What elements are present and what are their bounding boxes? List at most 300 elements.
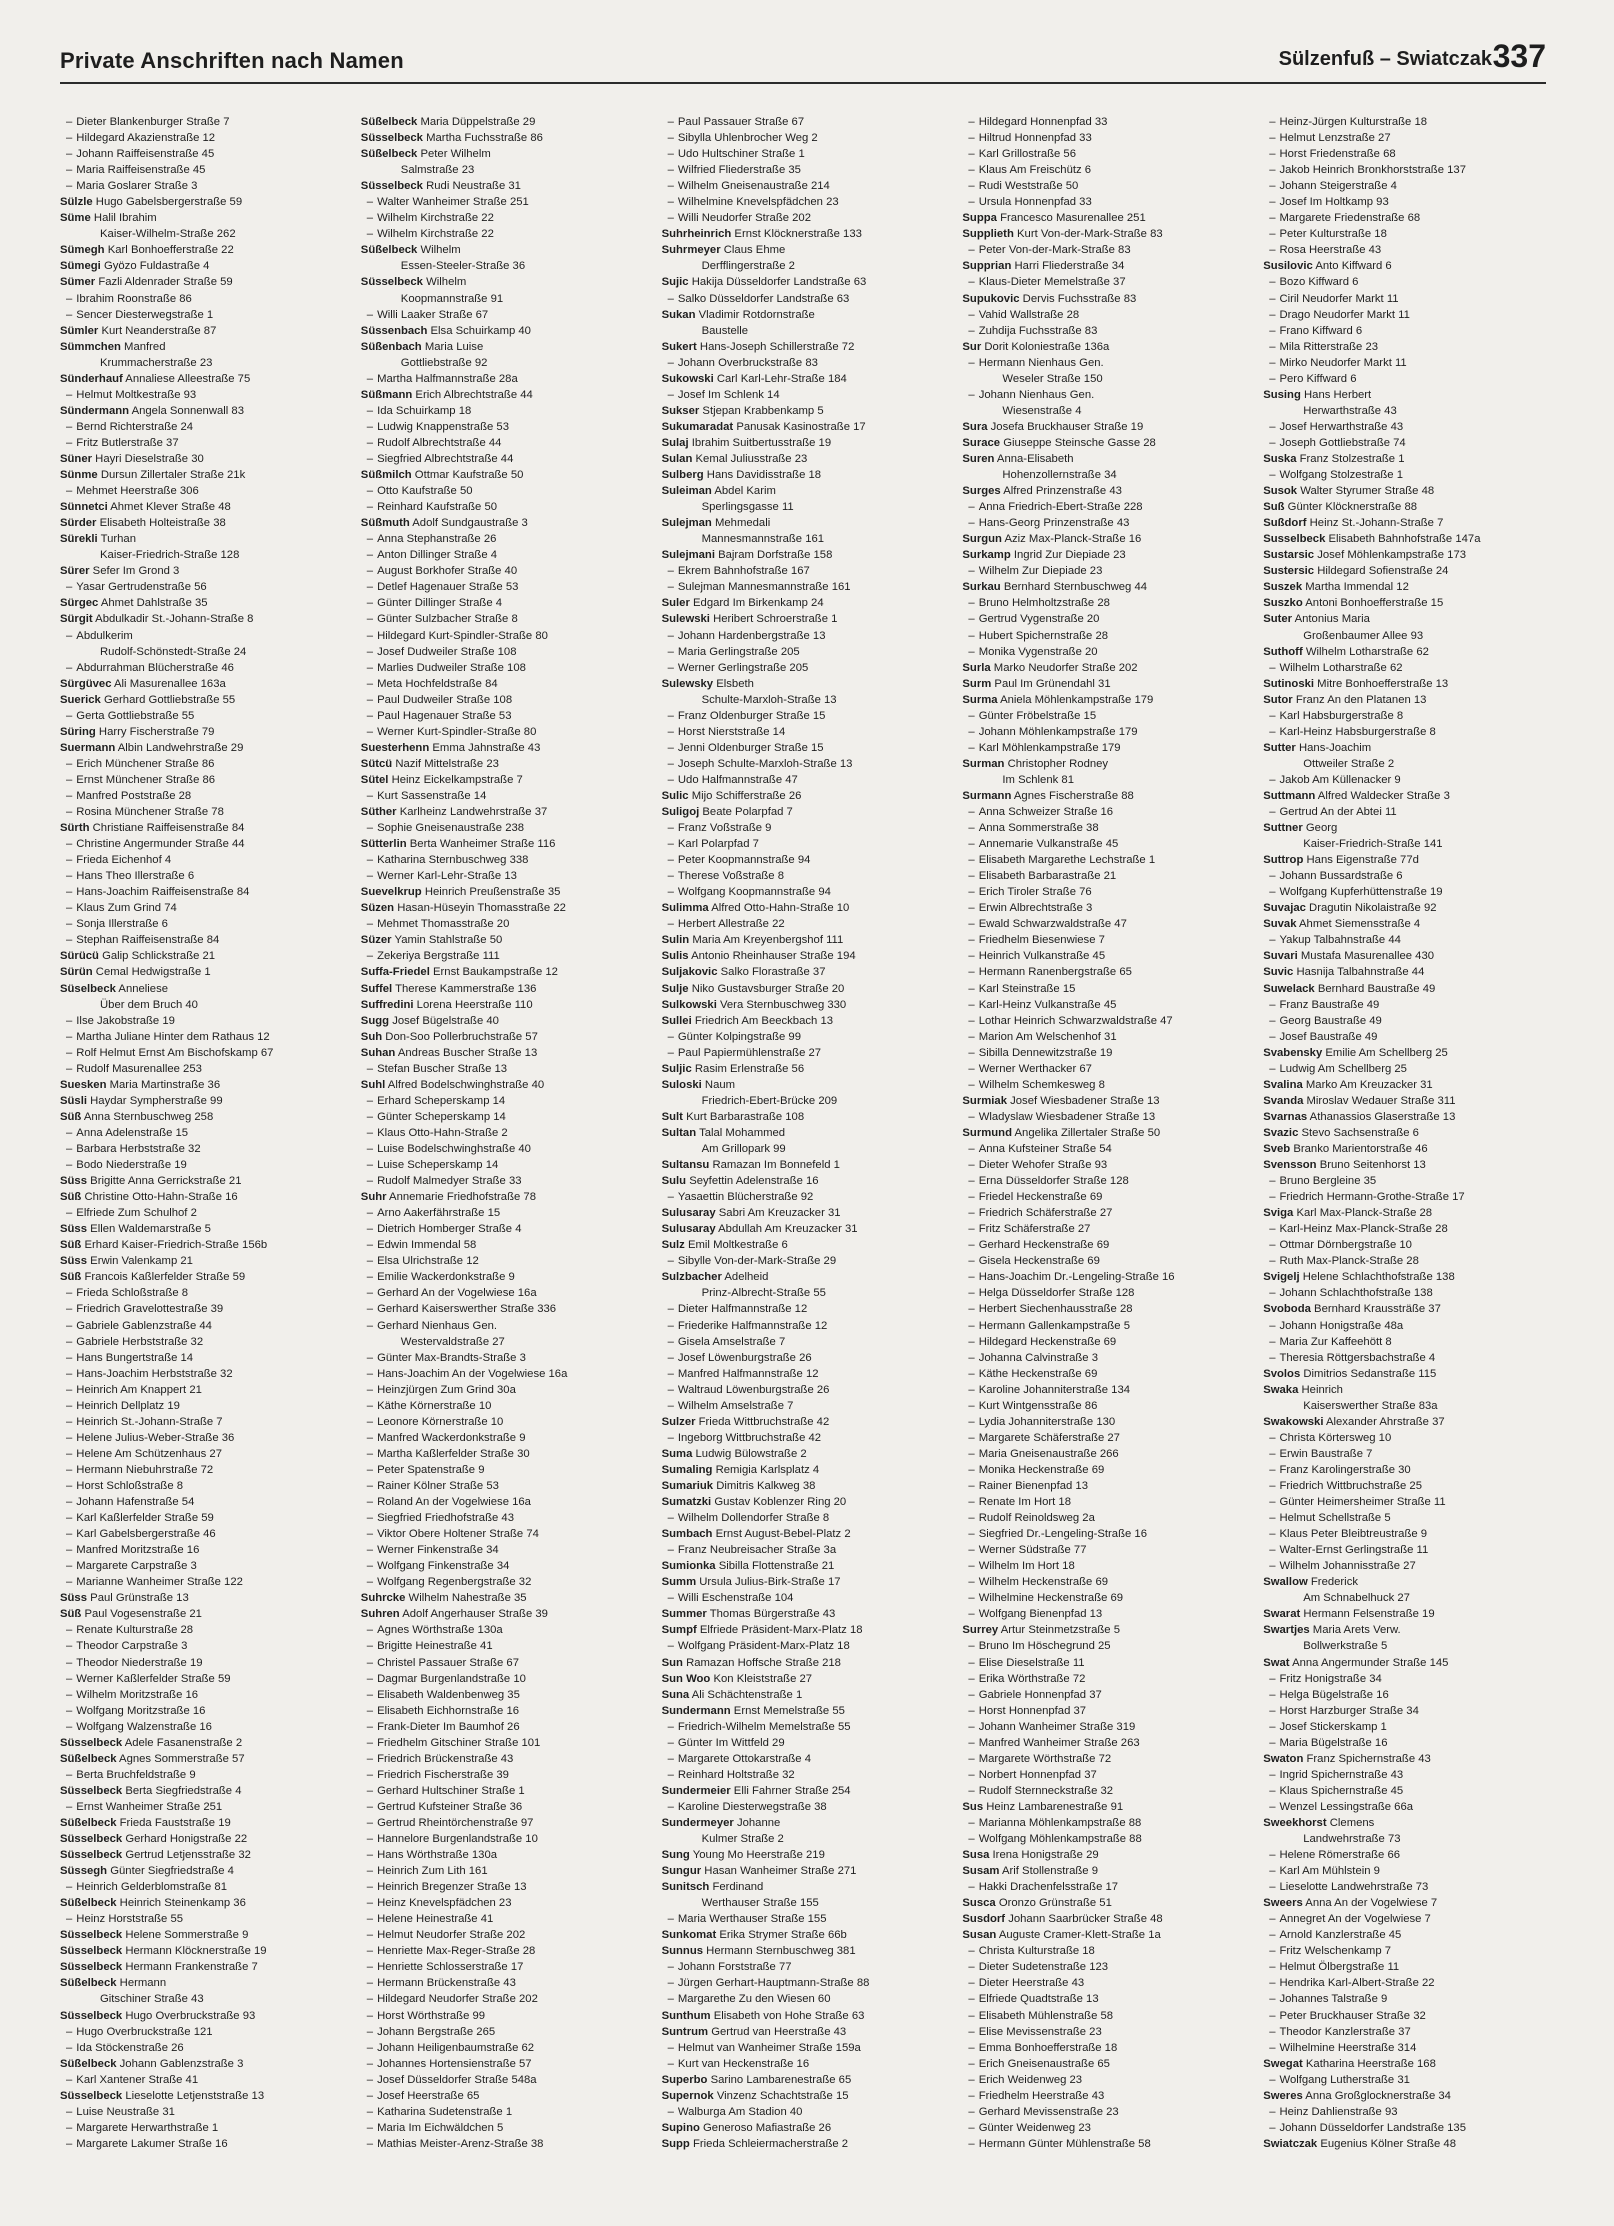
entry-details: Johann Hafenstraße 54 [76,1496,195,1509]
entry-details: Marko Am Kreuzacker 31 [1305,1078,1433,1091]
same-surname-dash: – [1269,196,1276,209]
entry-surname: Susselbeck [1263,533,1326,546]
directory-entry [361,948,644,964]
entry-details: Harry Fischerstraße 79 [98,725,215,738]
same-surname-dash: – [968,1768,975,1781]
directory-entry [60,1494,343,1510]
entry-details: Margarete Friedenstraße 68 [1279,212,1421,225]
entry-details: Maria Am Kreyenbergshof 111 [692,934,844,947]
directory-entry [1263,1719,1546,1735]
directory-entry [962,740,1245,756]
same-surname-dash: – [1269,1014,1276,1027]
same-surname-dash: – [366,1175,374,1188]
entry-surname: Sustersic [1263,565,1315,578]
entry-details: Wenzel Lessingstraße 66a [1279,1800,1414,1813]
entry-details: Helmut Ölbergstraße 11 [1279,1961,1400,1974]
directory-entry [60,611,343,627]
directory-entry [662,1173,945,1189]
entry-details: Karl Xantener Straße 41 [76,2073,199,2086]
entry-details: Adelheid [724,1271,769,1284]
directory-entry [962,916,1245,932]
entry-surname: Swartjes [1263,1624,1310,1637]
entry-details: Helene Schlachthofstraße 138 [1302,1271,1455,1284]
entry-details: Clemens [1329,1816,1375,1829]
directory-entry [60,884,343,900]
directory-entry [361,1269,644,1285]
entry-details: Paul Dudweiler Straße 108 [377,693,513,706]
entry-surname: Süzen [360,902,395,915]
directory-entry [962,1526,1245,1542]
entry-details: Dragutin Nikolaistraße 92 [1309,902,1437,915]
entry-details: Sophie Gneisenaustraße 238 [377,822,525,835]
same-surname-dash: – [667,1191,674,1204]
directory-entry [962,291,1245,307]
directory-entry [962,403,1245,419]
directory-entry [361,628,644,644]
entry-details: Anna Stephanstraße 26 [377,533,497,546]
same-surname-dash: – [667,164,674,177]
same-surname-dash: – [366,549,374,562]
directory-entry [962,1253,1245,1269]
same-surname-dash: – [66,1159,73,1172]
entry-details: Erich Weidenweg 23 [978,2073,1083,2086]
entry-details: Rudi Weststraße 50 [978,180,1079,193]
directory-entry [1263,1767,1546,1783]
same-surname-dash: – [667,292,674,305]
directory-entry [361,1606,644,1622]
same-surname-dash: – [968,1431,975,1444]
entry-surname: Sungur [661,1865,702,1878]
same-surname-dash: – [667,212,674,225]
directory-entry [662,836,945,852]
entry-details: Manfred Moritzstraße 16 [76,1544,200,1557]
same-surname-dash: – [968,886,975,899]
directory-entry [60,1719,343,1735]
entry-details: Emma Jahnstraße 43 [432,741,541,754]
directory-entry [60,1125,343,1141]
directory-entry [662,804,945,820]
entry-surname: Sult [661,1110,683,1123]
same-surname-dash: – [1269,1544,1276,1557]
entry-details: Anna Friedrich-Ebert-Straße 228 [978,501,1143,514]
entry-surname: Summer [661,1608,707,1621]
same-surname-dash: – [66,420,73,433]
entry-details: Luise Neustraße 31 [76,2105,175,2118]
directory-entry [1263,1558,1546,1574]
same-surname-dash: – [968,1062,975,1075]
entry-details: Yasaettin Blücherstraße 92 [677,1191,814,1204]
directory-entry [60,1398,343,1414]
directory-entry [1263,2040,1546,2056]
directory-entry [662,1414,945,1430]
same-surname-dash: – [968,1399,975,1412]
entry-surname: Suffredini [360,998,414,1011]
entry-details: Generoso Mafiastraße 26 [703,2121,832,2134]
entry-surname: Süsselbeck [60,1945,123,1958]
directory-entry [662,884,945,900]
same-surname-dash: – [1269,1255,1276,1268]
entry-details: Christa Körtersweg 10 [1279,1431,1392,1444]
entry-details: Dorit Koloniestraße 136a [984,340,1110,353]
same-surname-dash: – [667,1913,674,1926]
directory-entry [60,1061,343,1077]
same-surname-dash: – [968,1833,975,1846]
entry-surname: Sülzle [60,196,93,209]
entry-surname: Sütcü [360,757,393,770]
entry-details: Hubert Spichernstraße 28 [978,629,1109,642]
directory-entry [361,692,644,708]
entry-surname: Süsselbeck [60,2009,123,2022]
same-surname-dash: – [667,1736,674,1749]
directory-entry [361,146,644,162]
same-surname-dash: – [66,388,73,401]
entry-details: Christiane Raiffeisenstraße 84 [92,822,245,835]
directory-entry [1263,708,1546,724]
entry-details: Franz Voßstraße 9 [677,822,772,835]
same-surname-dash: – [366,1656,374,1669]
directory-entry [60,274,343,290]
directory-entry [962,1205,1245,1221]
same-surname-dash: – [366,533,374,546]
same-surname-dash: – [1269,1768,1276,1781]
same-surname-dash: – [1269,1175,1276,1188]
entry-surname: Sura [962,420,988,433]
directory-entry [662,1446,945,1462]
directory-entry [1263,1398,1546,1414]
entry-details: Gyözo Fuldastraße 4 [103,260,210,273]
directory-entry [361,1398,644,1414]
entry-details: Margarethe Zu den Wiesen 60 [677,1993,831,2006]
entry-surname: Suler [661,597,690,610]
directory-entry [60,435,343,451]
same-surname-dash: – [1269,709,1276,722]
directory-entry [1263,371,1546,387]
directory-entry [361,1462,644,1478]
directory-entry [60,1109,343,1125]
directory-entry [1263,1141,1546,1157]
entry-surname: Suevelkrup [360,886,422,899]
directory-entry [1263,916,1546,932]
entry-details: Günter Sulzbacher Straße 8 [377,613,518,626]
directory-entry [361,547,644,563]
same-surname-dash: – [66,629,73,642]
entry-details: Josef Dudweiler Straße 108 [377,645,517,658]
entry-details: Jürgen Gerhart-Hauptmann-Straße 88 [677,1977,870,1990]
entry-surname: Sun Woo [661,1672,711,1685]
directory-entry [962,1414,1245,1430]
directory-entry [662,403,945,419]
directory-entry [1263,483,1546,499]
entry-surname: Svigelj [1263,1271,1300,1284]
same-surname-dash: – [968,1415,975,1428]
entry-details: Annegret An der Vogelwiese 7 [1279,1913,1431,1926]
same-surname-dash: – [366,228,374,241]
entry-details: Wolfgang Moritzstraße 16 [76,1704,206,1717]
directory-entry [60,1430,343,1446]
entry-surname: Sundermeyer [661,1816,734,1829]
entry-details: Josef Möhlenkampstraße 173 [1317,549,1467,562]
same-surname-dash: – [366,677,374,690]
directory-entry [60,1735,343,1751]
same-surname-dash: – [667,1255,674,1268]
entry-details: Hermann Nienhaus Gen. [978,356,1104,369]
entry-details: Sefer Im Grond 3 [92,565,180,578]
entry-details: Arnold Kanzlerstraße 45 [1279,1929,1402,1942]
entry-details: Dietrich Homberger Straße 4 [377,1223,522,1236]
directory-entry [1263,1943,1546,1959]
directory-entry [361,1205,644,1221]
entry-surname: Süner [60,452,93,465]
entry-details: Martha Kaßlerfelder Straße 30 [377,1447,530,1460]
entry-surname: Suß [1263,501,1285,514]
entry-details: Ingeborg Wittbruchstraße 42 [677,1431,822,1444]
same-surname-dash: – [66,789,73,802]
entry-details: Leonore Körnerstraße 10 [377,1415,504,1428]
directory-entry [1263,515,1546,531]
entry-details: Ramazan Im Bonnefeld 1 [712,1159,840,1172]
directory-entry [60,660,343,676]
same-surname-dash: – [66,934,73,947]
entry-surname: Swegat [1263,2057,1303,2070]
entry-surname: Sulic [661,789,689,802]
entry-details: Frieda Schleiermacherstraße 2 [692,2137,849,2150]
same-surname-dash: – [366,1865,374,1878]
same-surname-dash: – [667,1319,674,1332]
entry-surname: Süßenbach [360,340,422,353]
same-surname-dash: – [366,854,374,867]
directory-entry [1263,1510,1546,1526]
same-surname-dash: – [366,1688,374,1701]
entry-details: Erika Wörthstraße 72 [978,1672,1086,1685]
entry-details: Hans Theo Illerstraße 6 [76,870,195,883]
entry-details: Vladimir Rotdornstraße [698,308,815,321]
entry-details: Heinz Dahlienstraße 93 [1279,2105,1398,2118]
directory-entry [962,210,1245,226]
same-surname-dash: – [667,1512,674,1525]
entry-details: Bernhard Sternbuschweg 44 [1003,581,1148,594]
entry-details: Agnes Wörthstraße 130a [377,1624,503,1637]
entry-details: Wilhelm Zur Diepiade 23 [978,565,1103,578]
directory-entry [361,2024,644,2040]
entry-details: Karl Polarpfad 7 [677,838,759,851]
directory-entry [1263,178,1546,194]
directory-entry [662,1622,945,1638]
directory-entry [60,1638,343,1654]
same-surname-dash: – [66,581,73,594]
entry-address-continuation: Krummacherstraße 23 [100,356,213,369]
same-surname-dash: – [968,1752,975,1765]
directory-entry [60,371,343,387]
directory-entry [60,1334,343,1350]
directory-entry [962,1494,1245,1510]
directory-entry [361,2104,644,2120]
same-surname-dash: – [66,1447,73,1460]
entry-details: Karoline Johanniterstraße 134 [978,1383,1131,1396]
entry-details: Karoline Diesterwegstraße 38 [677,1800,827,1813]
entry-details: Stevo Sachsenstraße 6 [1301,1126,1419,1139]
entry-details: Franz Karolingerstraße 30 [1279,1463,1411,1476]
entry-details: Karlheinz Landwehrstraße 37 [399,806,548,819]
entry-details: Wolfgang Präsident-Marx-Platz 18 [677,1640,850,1653]
entry-details: Antonio Rheinhauser Straße 194 [691,950,856,963]
directory-entry [60,499,343,515]
same-surname-dash: – [968,934,975,947]
same-surname-dash: – [366,1383,374,1396]
directory-entry [60,1478,343,1494]
same-surname-dash: – [968,1110,975,1123]
entry-details: Anneliese [118,982,169,995]
directory-entry [60,692,343,708]
entry-surname: Svalina [1263,1078,1303,1091]
entry-details: Annaliese Alleestraße 75 [125,372,251,385]
entry-details: Bozo Kiffward 6 [1279,276,1359,289]
directory-entry [962,1622,1245,1638]
entry-details: Günter Kolpingstraße 99 [677,1030,801,1043]
directory-entry [1263,1013,1546,1029]
directory-entry [1263,1606,1546,1622]
entry-details: Wilhelm Heckenstraße 69 [978,1576,1109,1589]
directory-entry [1263,1350,1546,1366]
directory-entry [361,2056,644,2072]
entry-details: Ali Masurenallee 163a [114,677,226,690]
directory-entry [662,1590,945,1606]
same-surname-dash: – [667,1351,674,1364]
same-surname-dash: – [366,485,374,498]
entry-surname: Suren [962,452,995,465]
directory-entry [662,194,945,210]
directory-entry [361,1446,644,1462]
same-surname-dash: – [366,2105,374,2118]
entry-details: Paul Grünstraße 13 [90,1592,189,1605]
directory-entry [962,1061,1245,1077]
entry-details: Ekrem Bahnhofstraße 167 [677,565,810,578]
entry-details: Karl-Heinz Max-Planck-Straße 28 [1279,1223,1448,1236]
same-surname-dash: – [66,1704,73,1717]
same-surname-dash: – [1269,1463,1276,1476]
same-surname-dash: – [66,1720,73,1733]
entry-surname: Sultansu [661,1159,710,1172]
entry-details: Hans Eigenstraße 77d [1306,854,1419,867]
directory-entry [1263,1173,1546,1189]
same-surname-dash: – [1269,1945,1276,1958]
directory-entry [1263,1799,1546,1815]
same-surname-dash: – [1269,292,1276,305]
entry-surname: Sürgit [60,613,93,626]
entry-details: Elisabeth Barbarastraße 21 [978,870,1117,883]
directory-entry [962,531,1245,547]
directory-entry [1263,1157,1546,1173]
directory-entry [662,1141,945,1157]
entry-details: Gerta Gottliebstraße 55 [76,709,195,722]
directory-entry [1263,1462,1546,1478]
directory-entry [962,1590,1245,1606]
directory-entry [962,387,1245,403]
same-surname-dash: – [1269,2041,1276,2054]
entry-address-continuation: Baustelle [701,324,749,337]
same-surname-dash: – [667,356,674,369]
entry-details: Peter Koopmannstraße 94 [677,854,811,867]
same-surname-dash: – [968,164,975,177]
directory-entry [662,226,945,242]
entry-details: Ida Schuirkamp 18 [377,404,472,417]
entry-details: Ali Schächtenstraße 1 [691,1688,803,1701]
directory-entry [60,1927,343,1943]
entry-details: Hendrika Karl-Albert-Straße 22 [1279,1977,1435,1990]
same-surname-dash: – [66,1351,73,1364]
same-surname-dash: – [366,1463,374,1476]
entry-details: Dieter Blankenburger Straße 7 [76,116,230,128]
same-surname-dash: – [1269,661,1276,674]
directory-entry [962,1943,1245,1959]
directory-entry [662,579,945,595]
directory-entry [662,130,945,146]
entry-details: Wilhelm Im Hort 18 [978,1560,1075,1573]
entry-surname: Sulusaray [661,1223,716,1236]
same-surname-dash: – [1269,1447,1276,1460]
directory-entry [361,1061,644,1077]
entry-details: Hugo Overbruckstraße 121 [76,2025,213,2038]
directory-entry [962,628,1245,644]
entry-details: Aniela Möhlenkampstraße 179 [1000,693,1154,706]
entry-surname: Süsselbeck [60,1929,123,1942]
entry-details: Johann Raiffeisenstraße 45 [76,148,215,161]
directory-entry [60,1269,343,1285]
entry-address-continuation: Herwarthstraße 43 [1303,404,1397,417]
entry-details: Erna Düsseldorfer Straße 128 [978,1175,1129,1188]
directory-entry [962,1093,1245,1109]
directory-entry [1263,1221,1546,1237]
entry-surname: Sukowski [661,372,714,385]
entry-details: Erhard Scheperskamp 14 [377,1094,506,1107]
same-surname-dash: – [366,2137,374,2150]
entry-details: Christine Otto-Hahn-Straße 16 [84,1191,238,1204]
entry-details: Hans-Joseph Schillerstraße 72 [699,340,855,353]
same-surname-dash: – [66,1207,73,1220]
directory-entry [60,1013,343,1029]
entry-details: Alfred Bodelschwinghstraße 40 [387,1078,545,1091]
entry-details: Edgard Im Birkenkamp 24 [693,597,824,610]
entry-details: Friedhelm Heerstraße 43 [978,2089,1105,2102]
directory-entry [662,1430,945,1446]
entry-details: Kurt Barbarastraße 108 [686,1110,805,1123]
entry-details: Maria Zur Kaffeehött 8 [1279,1335,1392,1348]
entry-details: Horst Friedenstraße 68 [1279,148,1396,161]
entry-surname: Sulimma [661,902,709,915]
directory-entry [662,1895,945,1911]
entry-surname: Süßelbeck [60,1977,117,1990]
directory-entry [60,1815,343,1831]
directory-entry [60,1093,343,1109]
entry-surname: Süselbeck [60,982,116,995]
same-surname-dash: – [66,1544,73,1557]
entry-address-continuation: Wiesenstraße 4 [1002,404,1082,417]
same-surname-dash: – [667,2041,674,2054]
entry-details: Friedrich Wittbruchstraße 25 [1279,1479,1422,1492]
directory-entry [962,1029,1245,1045]
directory-entry [962,836,1245,852]
same-surname-dash: – [667,870,674,883]
directory-entry [962,1382,1245,1398]
entry-details: Elisabeth Eichhornstraße 16 [377,1704,520,1717]
entry-surname: Suppa [962,212,997,225]
directory-entry [1263,676,1546,692]
same-surname-dash: – [1269,1512,1276,1525]
entry-surname: Süsselbeck [60,1736,123,1749]
entry-details: Paul Papiermühlenstraße 27 [677,1046,822,1059]
entry-details: Angela Sonnenwall 83 [131,404,244,417]
entry-details: Kurt van Heckenstraße 16 [677,2057,810,2070]
entry-details: Dieter Wehofer Straße 93 [978,1159,1108,1172]
